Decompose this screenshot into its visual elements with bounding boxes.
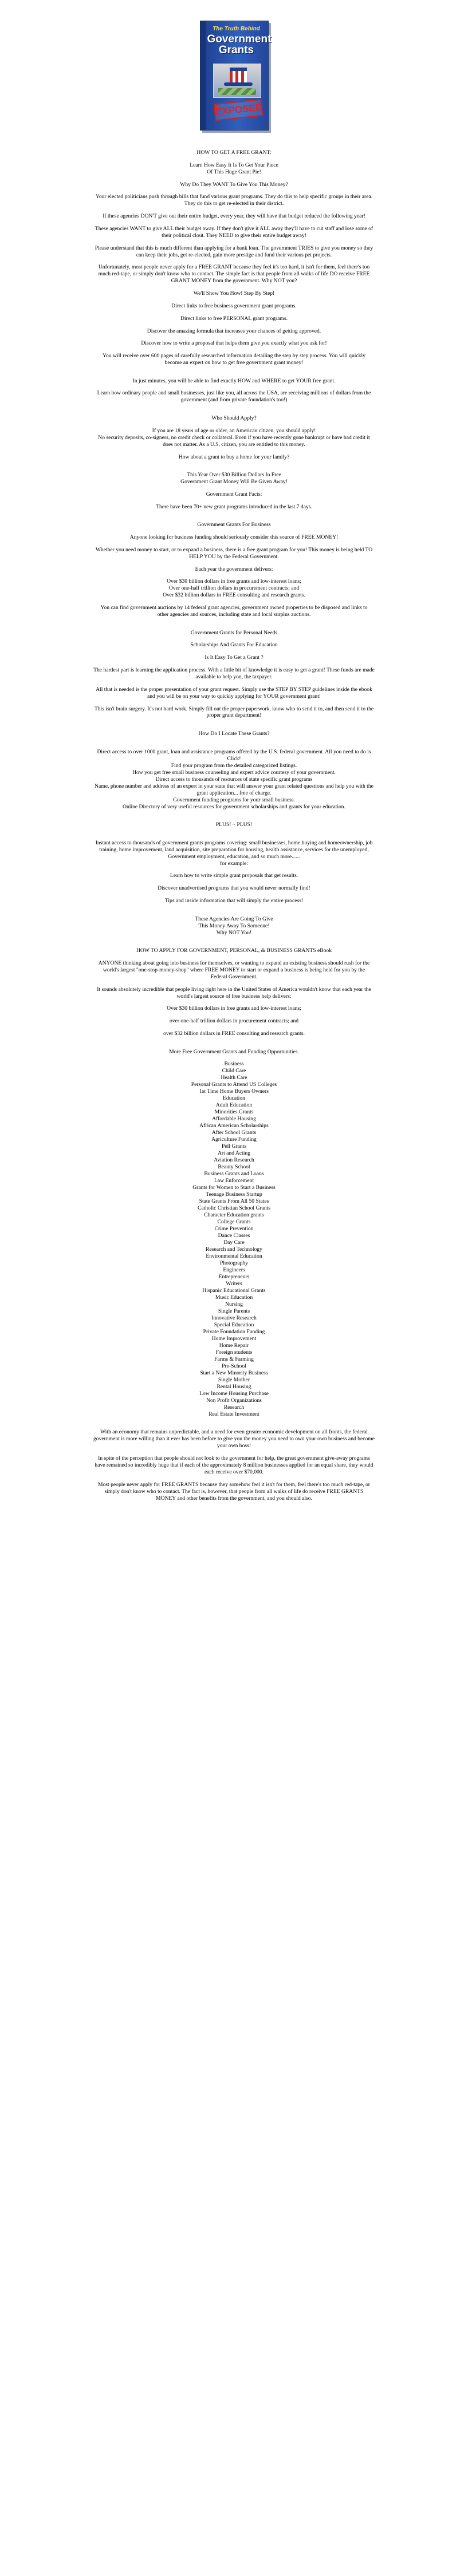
- text-line: Writers: [226, 1280, 242, 1287]
- money-bills-icon: [218, 88, 256, 95]
- paragraph-spacer: [8, 681, 460, 686]
- text-line: Agriculture Funding: [211, 1136, 257, 1143]
- text-paragraph: [8, 547, 460, 560]
- text-paragraph: [8, 872, 460, 879]
- paragraph-spacer: [8, 719, 460, 725]
- paragraph-spacer: [8, 239, 460, 245]
- text-paragraph: [8, 1049, 460, 1056]
- text-line: Please understand that this is much different than applying for a bank loan. The government TRIES to give you money so they: [95, 244, 373, 251]
- text-line: Direct access to thousands of resources of state specific grant programs: [155, 776, 313, 783]
- text-line: Government employment, education, and so much more......: [168, 853, 300, 860]
- text-paragraph: [8, 521, 460, 528]
- paragraph-spacer: [8, 541, 460, 547]
- text-line: The hardest part is learning the application process. With a little bit of knowledge it is easy to get a grant! These funds are made: [93, 666, 375, 673]
- paragraph-spacer: [8, 310, 460, 315]
- text-paragraph: [8, 1455, 460, 1476]
- text-line: Online Directory of very useful resources for government scholarships and grants for your education.: [123, 803, 345, 810]
- text-line: Affordable Housing: [212, 1116, 256, 1123]
- paragraph-spacer: [8, 1423, 460, 1429]
- text-paragraph: [8, 642, 460, 649]
- text-line: government is more willing than it ever has been before to give you the money you need to own your own business and become: [93, 1436, 375, 1443]
- text-paragraph: [8, 630, 460, 637]
- text-line: Business: [224, 1061, 244, 1068]
- text-paragraph: [8, 605, 460, 618]
- paragraph-spacer: [8, 910, 460, 916]
- text-line: Of This Huge Grant Pie!: [207, 168, 261, 175]
- text-line: Learn How Easy It Is To Get Your Piece: [190, 161, 278, 168]
- text-paragraph: [8, 504, 460, 511]
- text-line: How Do I Locate These Grants?: [198, 730, 270, 737]
- paragraph-spacer: [8, 649, 460, 654]
- text-paragraph: [8, 315, 460, 322]
- text-line: Federal Government.: [210, 973, 258, 980]
- text-line: available to help you, the taxpayer.: [195, 673, 273, 680]
- paragraph-spacer: [8, 1056, 460, 1061]
- cover-subtitle: The Truth Behind: [213, 26, 260, 32]
- paragraph-spacer: [8, 834, 460, 840]
- uncle-sam-hat-illustration: [213, 64, 261, 98]
- text-line: HOW TO GET A FREE GRANT:: [196, 149, 272, 156]
- text-line: African American Scholarships: [199, 1123, 269, 1129]
- sales-letter-body: [0, 149, 468, 1502]
- text-line: Child Care: [222, 1068, 246, 1074]
- text-line: Nursing: [225, 1301, 243, 1307]
- paragraph-spacer: [8, 347, 460, 353]
- text-line: Tips and inside information that will simply the entire process!: [164, 897, 304, 904]
- paragraph-spacer: [8, 259, 460, 264]
- text-paragraph: [8, 226, 460, 239]
- paragraph-spacer: [8, 867, 460, 873]
- text-line: Minorities Grants: [214, 1109, 254, 1116]
- book-cover-area: [0, 0, 468, 149]
- text-line: Over $30 billion dollars in free grants and low-interest loans;: [167, 578, 301, 585]
- text-paragraph: [8, 491, 460, 498]
- text-paragraph: [8, 566, 460, 573]
- text-line: With an economy that remains unpredictable, and a need for even greater economic development on all fronts, the federal: [100, 1429, 368, 1436]
- text-line: Personal Grants to Attend US Colleges: [191, 1081, 277, 1088]
- paragraph-spacer: [8, 322, 460, 328]
- text-paragraph: [8, 353, 460, 366]
- text-paragraph: [8, 1429, 460, 1449]
- paragraph-spacer: [8, 816, 460, 821]
- paragraph-spacer: [8, 1025, 460, 1030]
- text-line: There have been 70+ new grant programs introduced in the last 7 days.: [156, 503, 312, 510]
- paragraph-spacer: [8, 700, 460, 706]
- paragraph-spacer: [8, 743, 460, 749]
- paragraph-spacer: [8, 528, 460, 534]
- text-paragraph: [8, 1061, 460, 1417]
- text-line: HELP YOU by the Federal Government.: [189, 553, 279, 560]
- text-line: ANYONE thinking about going into business for themselves, or wanting to expand an existing business should rush for the: [98, 959, 370, 966]
- text-paragraph: [8, 706, 460, 720]
- text-line: You can find government auctions by 14 federal grant agencies, government owned properties to be disposed and links to: [100, 605, 368, 611]
- paragraph-spacer: [8, 334, 460, 340]
- text-line: How you get free small business counseling and expert advice courtesy of your government.: [132, 769, 336, 776]
- text-line: College Grants: [217, 1218, 251, 1225]
- text-line: This isn't brain surgery. It's not hard work. Simply fill out the proper paperwork, know who to send it to, and then send it to the: [94, 705, 374, 712]
- text-line: your own boss!: [217, 1443, 251, 1449]
- text-line: Teenage Business Startup: [206, 1191, 262, 1198]
- paragraph-spacer: [8, 637, 460, 642]
- text-line: 1st Time Home Buyers Owners: [199, 1088, 269, 1095]
- text-paragraph: [8, 264, 460, 285]
- text-line: MONEY and other benefits from the government, and you should also.: [155, 1495, 312, 1502]
- text-line: world's largest "one-stop-money-shop" where FREE MONEY to start or expand a business is being held for you by the: [103, 966, 365, 973]
- text-paragraph: [8, 986, 460, 1000]
- text-line: Aviation Research: [214, 1157, 254, 1164]
- text-line: Most people never apply for FREE GRANTS because they somehow feel it isn't for them, feel there's too much red-tape, or: [97, 1481, 371, 1488]
- paragraph-spacer: [8, 560, 460, 566]
- text-paragraph: [8, 390, 460, 404]
- text-line: In just minutes, you will be able to find exactly HOW and WHERE to get YOUR free grant.: [132, 377, 336, 384]
- text-line: government (and from private foundation's too!): [180, 397, 288, 404]
- text-line: Pell Grants: [222, 1143, 246, 1150]
- text-line: Direct access to over 1000 grant, loan and assistance programs offered by the U.S. federal government. All you need to do is: [97, 748, 371, 755]
- text-line: Health Care: [221, 1074, 247, 1081]
- paragraph-spacer: [8, 618, 460, 624]
- paragraph-spacer: [8, 1449, 460, 1455]
- text-paragraph: [8, 840, 460, 867]
- text-paragraph: [8, 885, 460, 892]
- text-paragraph: [8, 340, 460, 347]
- text-line: This Year Over $30 Billion Dollars In Free: [187, 472, 281, 479]
- paragraph-spacer: [8, 448, 460, 454]
- text-line: simply don't know who to contact. The fact is, however, that people from all walks of life do receive FREE GRANTS: [104, 1488, 364, 1495]
- text-line: world's largest source of free business help delivers:: [176, 993, 292, 999]
- text-line: GRANT MONEY from the government. Why NOT you?: [171, 278, 297, 285]
- paragraph-spacer: [8, 661, 460, 667]
- text-line: Discover the amazing formula that increases your chances of getting approved.: [147, 327, 321, 334]
- text-paragraph: [8, 947, 460, 954]
- paragraph-spacer: [8, 516, 460, 521]
- text-paragraph: [8, 162, 460, 176]
- text-paragraph: [8, 686, 460, 700]
- text-line: Government Grant Facts:: [206, 491, 262, 497]
- text-line: Instant access to thousands of government grants programs covering: small businesses, home buying and homeownership, job: [95, 839, 373, 846]
- cover-title-line-2: Grants: [218, 44, 254, 56]
- text-line: Single Mother: [218, 1376, 250, 1383]
- text-paragraph: [8, 193, 460, 207]
- paragraph-spacer: [8, 285, 460, 290]
- text-line: Each year the government delivers:: [195, 566, 273, 572]
- text-line: Scholarships And Grants For Education: [190, 642, 278, 649]
- text-paragraph: [8, 960, 460, 981]
- ebook-cover-image: [200, 21, 272, 131]
- text-line: training, home improvement, land acquisition, site preparation for housing, health assistance, services for the unemployed,: [99, 846, 369, 853]
- text-paragraph: [8, 303, 460, 310]
- text-line: Government Grant Money Will Be Given Away!: [180, 479, 288, 485]
- paragraph-spacer: [8, 404, 460, 409]
- paragraph-spacer: [8, 511, 460, 516]
- text-line: Why Do They WANT To Give You This Money?: [180, 181, 288, 188]
- text-line: Whether you need money to start, or to expand a business, there is a free grant program for you! This money is being held TO: [95, 546, 373, 553]
- paragraph-spacer: [8, 573, 460, 579]
- text-paragraph: [8, 916, 460, 937]
- paragraph-spacer: [8, 828, 460, 834]
- paragraph-spacer: [8, 954, 460, 960]
- text-line: Music Education: [215, 1294, 253, 1301]
- text-line: All that is needed is the proper presentation of your grant request. Simply use the STEP BY STEP guidelines inside the ebook: [96, 686, 372, 693]
- text-line: their political clout. They NEED to give their entire budget away!: [162, 232, 306, 239]
- text-line: We'll Show You How! Step By Step!: [193, 290, 275, 297]
- text-line: Research: [223, 1404, 245, 1411]
- text-paragraph: [8, 149, 460, 156]
- text-line: This Money Away To Someone!: [198, 922, 270, 929]
- text-line: Learn how ordinary people and small businesses, just like you, all across the USA, are receiving millions of dollars from the: [97, 390, 371, 397]
- paragraph-spacer: [8, 207, 460, 213]
- paragraph-spacer: [8, 372, 460, 378]
- text-line: Grants for Women to Start a Business: [192, 1184, 276, 1191]
- text-paragraph: [8, 898, 460, 904]
- text-line: Find your program from the detailed categorized listings.: [171, 762, 297, 769]
- text-line: Government funding programs for your small business.: [173, 796, 295, 803]
- paragraph-spacer: [8, 599, 460, 605]
- text-line: Unfortunately, most people never apply for a FREE GRANT because they feel it's too hard, it isn't for them, feel there's too: [98, 264, 370, 271]
- paragraph-spacer: [8, 1418, 460, 1424]
- exposed-stamp: EXPOSED: [213, 99, 263, 121]
- paragraph-spacer: [8, 737, 460, 743]
- text-line: Art and Acting: [217, 1150, 251, 1157]
- text-line: each receive over $70,000.: [204, 1468, 264, 1475]
- book-spine: [200, 21, 206, 130]
- text-paragraph: [8, 415, 460, 422]
- text-line: After School Grants: [211, 1129, 257, 1136]
- text-line: Discover unadvertised programs that you would never normally find!: [158, 885, 310, 892]
- text-line: Direct links to free business government grant programs.: [171, 302, 297, 309]
- text-line: Click!: [227, 755, 241, 762]
- paragraph-spacer: [8, 624, 460, 630]
- cover-title-line-1: Government: [207, 33, 272, 45]
- paragraph-spacer: [8, 498, 460, 504]
- text-line: for example:: [220, 860, 248, 867]
- text-line: You will receive over 600 pages of carefully researched information detailing the step by step process. You will quickly: [103, 353, 365, 359]
- text-line: Over $30 billion dollars in free grants and low-interest loans;: [167, 1005, 301, 1012]
- text-line: Character Education grants: [204, 1211, 264, 1218]
- paragraph-spacer: [8, 422, 460, 428]
- text-paragraph: [8, 1481, 460, 1502]
- text-line: They do this to get re-elected in their district.: [184, 200, 284, 207]
- paragraph-spacer: [8, 1012, 460, 1018]
- text-paragraph: [8, 1005, 460, 1012]
- text-line: If you are 18 years of age or older, an American citizen, you should apply!: [152, 427, 316, 434]
- text-line: How about a grant to buy a home for your family?: [178, 453, 290, 460]
- text-paragraph: [8, 1030, 460, 1037]
- paragraph-spacer: [8, 220, 460, 226]
- hat-brim: [224, 82, 253, 86]
- text-line: other agencies and sources, including state and local surplus auctions.: [157, 611, 311, 618]
- paragraph-spacer: [8, 466, 460, 472]
- text-line: Crime Prevention: [214, 1225, 254, 1232]
- text-line: Who Should Apply?: [211, 414, 257, 421]
- text-line: Discover how to write a proposal that helps them give you exactly what you ask for!: [141, 340, 327, 347]
- text-paragraph: [8, 454, 460, 461]
- text-line: and you will be on your way to quickly applying for YOUR government grant!: [147, 693, 321, 700]
- text-line: over one-half trillion dollars in procurement contracts; and: [169, 1018, 299, 1025]
- text-paragraph: [8, 749, 460, 811]
- text-line: These agencies WANT to give ALL their budget away. If they don't give it ALL away they'll have to cut staff and lose some of: [95, 225, 373, 232]
- text-line: become an expert on how to get free government grant money!: [164, 359, 304, 366]
- text-line: Education: [223, 1095, 245, 1102]
- text-line: Engineers: [223, 1266, 245, 1273]
- text-paragraph: [8, 472, 460, 485]
- text-line: Low Income Housing Purchase: [199, 1390, 269, 1397]
- text-line: If these agencies DON'T give out their entire budget, every year, they will have that budget reduced the following year!: [103, 213, 365, 220]
- text-line: Catholic Christian School Grants: [197, 1204, 271, 1211]
- paragraph-spacer: [8, 1043, 460, 1049]
- paragraph-spacer: [8, 725, 460, 730]
- paragraph-spacer: [8, 1000, 460, 1006]
- text-line: Law Enforcement: [214, 1178, 254, 1184]
- text-line: HOW TO APPLY FOR GOVERNMENT, PERSONAL, & BUSINESS GRANTS eBook: [136, 947, 332, 954]
- text-line: Government Grants For Business: [197, 521, 271, 528]
- text-line: Single Parents: [218, 1307, 250, 1314]
- text-paragraph: [8, 534, 460, 541]
- paragraph-spacer: [8, 176, 460, 181]
- text-line: Research and Technology: [206, 1246, 262, 1253]
- text-line: Photography: [219, 1259, 249, 1266]
- text-line: Private Foundation Funding: [203, 1328, 265, 1335]
- paragraph-spacer: [8, 297, 460, 303]
- text-line: In spite of the perception that people should not look to the government for help, the great government give-away programs: [98, 1455, 370, 1461]
- text-paragraph: [8, 378, 460, 385]
- paragraph-spacer: [8, 811, 460, 816]
- text-paragraph: [8, 821, 460, 828]
- text-line: Environmental Education: [206, 1253, 262, 1259]
- text-line: Dance Classes: [218, 1232, 250, 1239]
- text-line: Farms & Farming: [214, 1356, 254, 1362]
- text-line: Foreign students: [215, 1349, 253, 1356]
- paragraph-spacer: [8, 1037, 460, 1043]
- paragraph-spacer: [8, 485, 460, 491]
- text-paragraph: [8, 730, 460, 737]
- text-line: Home Repair: [219, 1342, 249, 1349]
- text-paragraph: [8, 328, 460, 335]
- text-line: Home Improvement: [211, 1335, 257, 1342]
- cover-title: [207, 33, 272, 56]
- text-line: Over $32 billion dollars in FREE consulting and research grants.: [163, 592, 305, 599]
- paragraph-spacer: [8, 937, 460, 942]
- text-line: Entrepreneurs: [218, 1273, 250, 1280]
- text-line: over $32 billion dollars in FREE consulting and research grants.: [163, 1030, 305, 1037]
- text-line: Beauty School: [218, 1164, 250, 1171]
- text-line: Business Grants and Loans: [204, 1171, 264, 1178]
- text-line: No security deposits, co-signers, no credit check or collateral. Even if you have recently gone bankrupt or have bad credit it: [98, 434, 370, 441]
- text-line: Why NOT You!: [216, 929, 252, 936]
- paragraph-spacer: [8, 942, 460, 947]
- text-paragraph: [8, 213, 460, 220]
- paragraph-spacer: [8, 460, 460, 466]
- text-line: Rental Housing: [217, 1383, 251, 1390]
- text-line: grant application... free of charge.: [196, 789, 272, 796]
- text-line: does not matter. As a U.S. citizen, you are entitled to this money.: [163, 441, 305, 448]
- text-line: can keep their jobs, get re-elected, gain more prestige and fund their various pet projects.: [136, 251, 332, 258]
- text-paragraph: [8, 428, 460, 448]
- text-paragraph: [8, 181, 460, 188]
- text-line: Day Care: [223, 1239, 245, 1246]
- text-line: More Free Government Grants and Funding Opportunities.: [169, 1048, 299, 1055]
- text-paragraph: [8, 1018, 460, 1025]
- text-line: proper grant department!: [206, 712, 262, 719]
- text-line: Non Profit Organizations: [206, 1397, 262, 1404]
- text-line: Innovative Research: [211, 1314, 257, 1321]
- text-line: Start a New Minority Business: [200, 1369, 268, 1376]
- text-line: Special Education: [214, 1321, 254, 1328]
- text-paragraph: [8, 245, 460, 259]
- text-paragraph: [8, 667, 460, 681]
- text-line: State Grants From All 50 States: [199, 1198, 269, 1204]
- text-line: Anyone looking for business funding should seriously consider this source of FREE MONEY!: [129, 534, 339, 540]
- text-line: Name, phone number and address of an expert in your state that will answer your grant related questions and help you with the: [95, 783, 373, 789]
- paragraph-spacer: [8, 385, 460, 390]
- text-line: have remained so incredibly huge that if each of the approximately 8 million businesses applied for an equal share, they would: [95, 1461, 373, 1468]
- paragraph-spacer: [8, 879, 460, 885]
- text-paragraph: [8, 578, 460, 599]
- text-line: These Agencies Are Going To Give: [195, 915, 273, 922]
- text-line: Real Estate Investment: [209, 1411, 259, 1417]
- text-line: Your elected politicians push through bills that fund various grant programs. They do this to help specific groups in their area.: [95, 193, 373, 200]
- text-line: Direct links to free PERSONAL grant programs.: [180, 315, 288, 322]
- paragraph-spacer: [8, 409, 460, 415]
- text-line: Hispanic Educational Grants: [202, 1287, 266, 1294]
- paragraph-spacer: [8, 188, 460, 194]
- text-line: Over one-half trillion dollars in procurement contracts; and: [168, 585, 300, 592]
- text-line: Learn how to write simple grant proposals that get results.: [170, 872, 298, 879]
- text-line: Pre-School: [222, 1362, 246, 1369]
- text-line: Government Grants for Personal Needs: [190, 629, 278, 636]
- paragraph-spacer: [8, 366, 460, 372]
- text-paragraph: [8, 654, 460, 661]
- text-line: It sounds absolutely incredible that people living right here in the United States of America wouldn't know that each year the: [97, 986, 371, 993]
- text-paragraph: [8, 290, 460, 297]
- text-line: PLUS! ~ PLUS!: [215, 821, 253, 828]
- paragraph-spacer: [8, 892, 460, 898]
- text-line: Adult Education: [215, 1102, 253, 1109]
- paragraph-spacer: [8, 904, 460, 910]
- text-line: much red-tape, or simply don't know who to contact. The simple fact is that people from all walks of life DO receive FREE: [98, 271, 370, 278]
- paragraph-spacer: [8, 1476, 460, 1481]
- paragraph-spacer: [8, 981, 460, 986]
- paragraph-spacer: [8, 156, 460, 162]
- text-line: Is It Easy To Get a Grant ?: [204, 654, 264, 661]
